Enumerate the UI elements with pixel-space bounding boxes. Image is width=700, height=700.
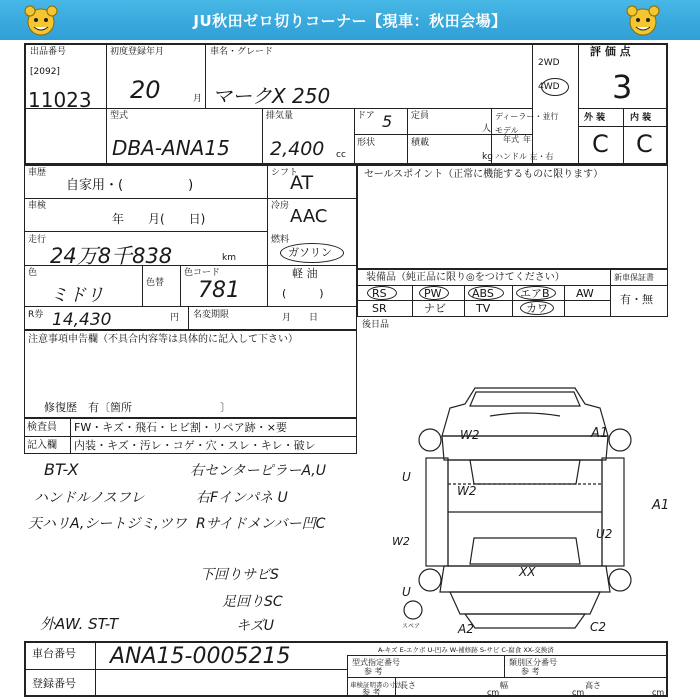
- width-label: 幅: [500, 681, 508, 690]
- divider: [610, 269, 611, 317]
- spare-label: スペア: [402, 623, 421, 630]
- damage-mark: XX: [519, 565, 536, 579]
- divider: [180, 265, 181, 306]
- warranty-value: 有・無: [620, 293, 653, 306]
- recycle-label: R券: [28, 310, 44, 320]
- use-value: 自家用・( ): [66, 178, 194, 193]
- damage-mark: W2: [392, 535, 410, 548]
- lot-sub: [2092]: [30, 67, 60, 77]
- divider: [578, 43, 579, 165]
- divider: [24, 436, 357, 437]
- sales-label: セールスポイント（正常に機能するものに限ります）: [364, 169, 604, 180]
- comment-line: Rサイドメンバー凹C: [196, 516, 326, 532]
- dealer-label: ディーラー・並行: [495, 112, 559, 121]
- comment-line: ハンドルノスフレ: [34, 490, 145, 506]
- damage-mark: C2: [590, 620, 607, 634]
- comment-line: 足回りSC: [222, 594, 283, 610]
- divider: [262, 108, 263, 165]
- disp-label: 排気量: [266, 111, 294, 121]
- disp-value: 2,400: [270, 138, 325, 160]
- height-label: 高さ: [585, 681, 601, 690]
- color-num-label: 色替: [146, 278, 165, 288]
- damage-mark: U: [402, 470, 411, 484]
- equip-pw: PW: [424, 287, 442, 300]
- handle-label: ハンドル 左・右: [495, 152, 554, 161]
- divider: [357, 300, 610, 301]
- equip-leather: カワ: [526, 302, 548, 315]
- drive-2wd: 2WD: [538, 58, 560, 68]
- ext-value: C: [592, 130, 609, 158]
- drive-4wd: 4WD: [538, 82, 560, 92]
- recycle-value: 14,430: [52, 310, 112, 330]
- load-unit: kg: [482, 152, 493, 162]
- int-value: C: [636, 130, 653, 158]
- damage-mark: A2: [458, 622, 474, 636]
- divider: [354, 108, 355, 165]
- first-reg-value: 20: [130, 76, 161, 104]
- equip-abs: ABS: [472, 287, 494, 300]
- aircon-value: AAC: [290, 206, 328, 227]
- notes-label: 注意事項申告欄（不具合内容等は具体的に記入して下さい）: [28, 334, 298, 345]
- year-unit: 年: [523, 135, 531, 144]
- divider: [354, 134, 491, 135]
- length-unit: cm: [487, 688, 500, 697]
- equip-airbag: エアB: [520, 287, 550, 300]
- divider: [412, 285, 413, 317]
- equip-circle: [516, 286, 556, 300]
- model-value: DBA-ANA15: [112, 136, 230, 160]
- capacity-unit: 人: [482, 124, 492, 134]
- color-value: ミドリ: [50, 285, 104, 306]
- drive-circle: [541, 78, 569, 96]
- title-value: 月 日: [282, 313, 319, 323]
- first-reg-label: 初度登録年月: [110, 47, 165, 57]
- divider: [512, 285, 513, 317]
- equip-rs: RS: [372, 287, 387, 300]
- divider: [564, 285, 565, 317]
- mileage-unit: km: [222, 253, 236, 263]
- door-value: 5: [382, 112, 393, 131]
- entry-label: 記入欄: [27, 440, 57, 451]
- dims-sub: 参 考: [362, 688, 381, 697]
- damage-mark: A1: [591, 426, 609, 441]
- divider: [205, 43, 206, 108]
- inspect-items: FW・キズ・飛石・ヒビ割・リペア跡・×要: [74, 421, 287, 434]
- divider: [142, 265, 143, 306]
- color-code-value: 781: [198, 278, 240, 303]
- class-sub: 参 考: [521, 667, 540, 676]
- car-diagram: [380, 378, 680, 640]
- disp-unit: cc: [336, 150, 346, 160]
- equip-circle: [468, 286, 504, 300]
- divider: [95, 641, 96, 697]
- header-title: JU秋田ゼロ切りコーナー【現車：秋田会場】: [193, 12, 507, 30]
- load-label: 積載: [411, 138, 430, 148]
- color-label: 色: [28, 268, 38, 278]
- title-label: 名変期限: [193, 310, 230, 320]
- height-unit: cm: [652, 688, 665, 697]
- damage-mark: W2: [460, 428, 480, 442]
- color-code-label: 色コード: [184, 268, 221, 278]
- divider: [407, 108, 408, 165]
- door-label: ドア: [357, 111, 375, 121]
- lot-label: 出品番号: [30, 47, 67, 57]
- aircon-label: 冷房: [271, 201, 290, 211]
- equipment-label: 装備品（純正品に限り◎をつけてください）: [366, 272, 565, 283]
- divider: [106, 43, 107, 165]
- month-unit: 月: [193, 94, 203, 104]
- model-year-label2: 年式: [503, 135, 519, 144]
- comment-line: 外AW. ST-T: [40, 615, 119, 633]
- sales-frame: [357, 165, 668, 269]
- comment-line: 下回りサビS: [200, 567, 279, 583]
- divider: [267, 165, 268, 306]
- inspect-label: 車検: [28, 201, 47, 211]
- warranty-label: 新車保証書: [614, 273, 654, 282]
- divider: [188, 306, 189, 330]
- divider: [347, 655, 668, 656]
- damage-mark: W2: [457, 484, 477, 498]
- chassis-label: 車台番号: [32, 647, 76, 660]
- divider: [24, 198, 357, 199]
- shift-value: AT: [290, 172, 314, 194]
- equip-aw: AW: [576, 287, 594, 300]
- fuel-diesel: 軽 油: [292, 267, 318, 280]
- car-label: 車名・グレード: [210, 47, 274, 57]
- type-cert-sub: 参 考: [364, 667, 383, 676]
- comment-line: キズU: [236, 618, 274, 634]
- legend-text: A-キズ E-エクボ U-凹み W-補修跡 S-サビ C-腐食 XX-交換済: [378, 646, 554, 654]
- divider: [24, 669, 347, 670]
- equip-tv: TV: [476, 302, 491, 315]
- model-label: 型式: [110, 111, 129, 121]
- length-label: 長さ: [400, 681, 416, 690]
- shift-label: シフト: [271, 168, 299, 178]
- rating-label: 評 価 点: [590, 45, 631, 58]
- inspect-staff-label: 検査員: [27, 422, 57, 433]
- repair-label: 修復歴 有〔箇所 〕: [44, 401, 231, 414]
- class-label: 類別区分番号: [509, 658, 557, 667]
- mascot-icon: [624, 3, 662, 37]
- width-unit: cm: [572, 688, 585, 697]
- mileage-label: 走行: [28, 235, 47, 245]
- header-bar: [0, 0, 700, 40]
- use-label: 車歴: [28, 168, 47, 178]
- divider: [70, 418, 71, 454]
- car-value: マークX 250: [212, 84, 331, 108]
- divider: [464, 285, 465, 317]
- comment-line: BT-X: [44, 460, 79, 479]
- comment-line: 右センターピラーA,U: [190, 463, 326, 479]
- divider: [532, 43, 533, 165]
- damage-mark: U2: [596, 527, 613, 541]
- equip-circle: [367, 286, 397, 300]
- comment-line: 天ハリA,シートジミ,ツワ: [28, 516, 187, 532]
- recycle-unit: 円: [170, 313, 180, 323]
- equip-sr: SR: [372, 302, 387, 315]
- divider: [623, 108, 624, 165]
- equip-circle: [419, 286, 449, 300]
- dims-label: 車検証明書の寸法: [350, 681, 402, 689]
- shape-label: 形状: [357, 138, 376, 148]
- capacity-label: 定員: [411, 111, 430, 121]
- reg-label: 登録番号: [32, 677, 76, 690]
- equip-navi: ナビ: [424, 302, 446, 315]
- rear-label: 後日品: [362, 320, 390, 330]
- equip-circle: [520, 301, 554, 315]
- fuel-label: 燃料: [271, 235, 290, 245]
- int-label: 内 装: [630, 113, 652, 123]
- fuel-gas: ガソリン: [288, 246, 332, 259]
- inspect-value: 年 月( 日): [112, 212, 206, 226]
- mileage-value: 24万8千838: [50, 244, 173, 268]
- divider: [347, 655, 348, 697]
- fuel-other: ( ): [282, 287, 324, 300]
- damage-mark: U: [402, 585, 411, 599]
- chassis-value: ANA15-0005215: [110, 644, 291, 669]
- damage-mark: A1: [652, 498, 670, 513]
- divider: [24, 231, 267, 232]
- lot-number: 11023: [28, 88, 92, 112]
- type-cert-label: 型式指定番号: [352, 658, 400, 667]
- fuel-circle: [280, 243, 344, 263]
- entry-items: 内装・キズ・汚レ・コゲ・穴・スレ・キレ・破レ: [74, 439, 316, 452]
- rating-value: 3: [612, 68, 633, 106]
- ext-label: 外 装: [584, 113, 606, 123]
- model-year-label: モデル: [495, 126, 519, 135]
- divider: [504, 655, 505, 677]
- comment-line: 右Fインパネ U: [196, 490, 288, 506]
